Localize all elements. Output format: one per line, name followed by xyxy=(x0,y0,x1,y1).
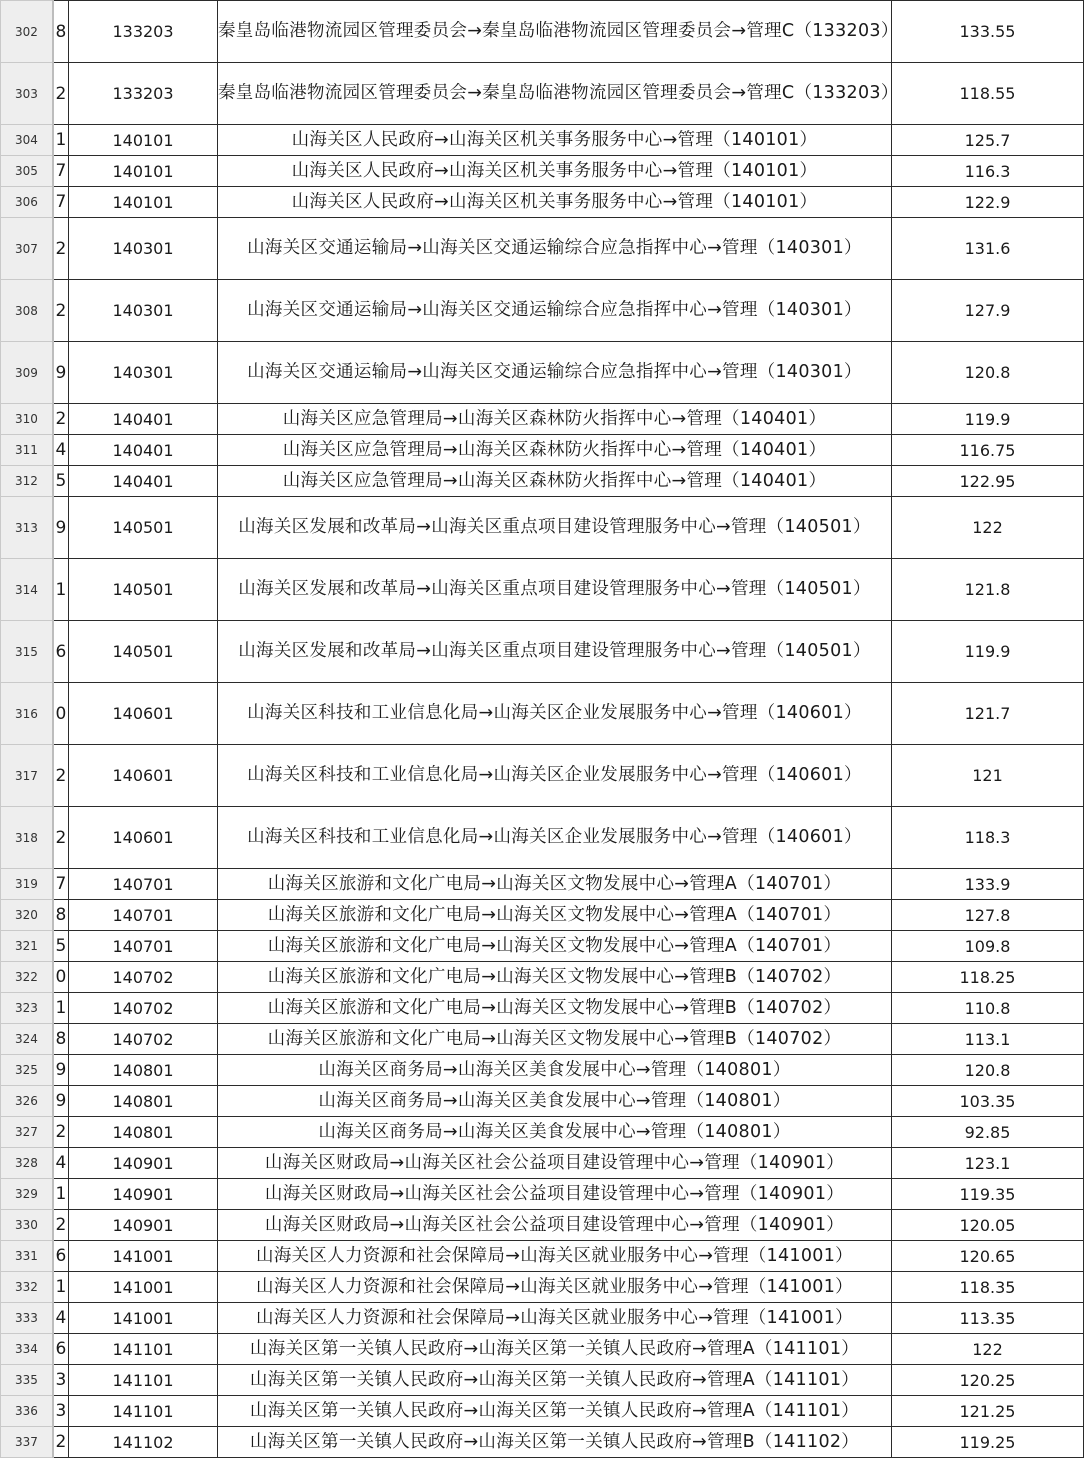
score-cell[interactable]: 120.8 xyxy=(892,1055,1084,1086)
position-code-cell[interactable]: 140801 xyxy=(69,1086,218,1117)
position-name-cell[interactable]: 山海关区应急管理局→山海关区森林防火指挥中心→管理（140401） xyxy=(218,435,892,466)
row-number[interactable]: 305 xyxy=(1,156,53,187)
digit-cell[interactable]: 9 xyxy=(53,1055,69,1086)
row-number[interactable]: 309 xyxy=(1,342,53,404)
digit-cell[interactable]: 6 xyxy=(53,1334,69,1365)
score-cell[interactable]: 113.1 xyxy=(892,1024,1084,1055)
position-code-cell[interactable]: 133203 xyxy=(69,63,218,125)
position-name-cell[interactable]: 山海关区第一关镇人民政府→山海关区第一关镇人民政府→管理A（141101） xyxy=(218,1396,892,1427)
row-number[interactable]: 332 xyxy=(1,1272,53,1303)
score-cell[interactable]: 122 xyxy=(892,1334,1084,1365)
row-number[interactable]: 337 xyxy=(1,1427,53,1458)
table-row[interactable] xyxy=(1,1210,1084,1241)
table-row[interactable] xyxy=(1,931,1084,962)
score-cell[interactable]: 119.25 xyxy=(892,1427,1084,1458)
position-name-cell[interactable]: 山海关区发展和改革局→山海关区重点项目建设管理服务中心→管理（140501） xyxy=(218,497,892,559)
position-code-cell[interactable]: 140601 xyxy=(69,745,218,807)
digit-cell[interactable]: 4 xyxy=(53,435,69,466)
position-name-cell[interactable]: 山海关区人力资源和社会保障局→山海关区就业服务中心→管理（141001） xyxy=(218,1303,892,1334)
position-code-cell[interactable]: 140701 xyxy=(69,900,218,931)
position-name-cell[interactable]: 山海关区商务局→山海关区美食发展中心→管理（140801） xyxy=(218,1055,892,1086)
position-name-cell[interactable]: 山海关区交通运输局→山海关区交通运输综合应急指挥中心→管理（140301） xyxy=(218,342,892,404)
position-name-cell[interactable]: 山海关区应急管理局→山海关区森林防火指挥中心→管理（140401） xyxy=(218,404,892,435)
position-name-cell[interactable]: 山海关区人民政府→山海关区机关事务服务中心→管理（140101） xyxy=(218,156,892,187)
digit-cell[interactable]: 5 xyxy=(53,931,69,962)
position-name-cell[interactable]: 秦皇岛临港物流园区管理委员会→秦皇岛临港物流园区管理委员会→管理C（133203） xyxy=(218,63,892,125)
row-number[interactable]: 328 xyxy=(1,1148,53,1179)
position-code-cell[interactable]: 140301 xyxy=(69,280,218,342)
score-cell[interactable]: 121.25 xyxy=(892,1396,1084,1427)
table-row[interactable] xyxy=(1,156,1084,187)
score-cell[interactable]: 133.9 xyxy=(892,869,1084,900)
row-number[interactable]: 318 xyxy=(1,807,53,869)
position-name-cell[interactable]: 山海关区旅游和文化广电局→山海关区文物发展中心→管理A（140701） xyxy=(218,869,892,900)
row-number[interactable]: 310 xyxy=(1,404,53,435)
score-cell[interactable]: 131.6 xyxy=(892,218,1084,280)
position-code-cell[interactable]: 140101 xyxy=(69,156,218,187)
table-row[interactable] xyxy=(1,1303,1084,1334)
position-name-cell[interactable]: 山海关区第一关镇人民政府→山海关区第一关镇人民政府→管理A（141101） xyxy=(218,1334,892,1365)
position-code-cell[interactable]: 141001 xyxy=(69,1272,218,1303)
digit-cell[interactable]: 2 xyxy=(53,745,69,807)
digit-cell[interactable]: 1 xyxy=(53,1272,69,1303)
table-row[interactable] xyxy=(1,621,1084,683)
table-row[interactable] xyxy=(1,1148,1084,1179)
table-body xyxy=(1,1,1084,1458)
table-row[interactable] xyxy=(1,187,1084,218)
position-code-cell[interactable]: 140801 xyxy=(69,1117,218,1148)
row-number[interactable]: 326 xyxy=(1,1086,53,1117)
row-number[interactable]: 302 xyxy=(1,1,53,63)
digit-cell[interactable]: 7 xyxy=(53,187,69,218)
digit-cell[interactable]: 3 xyxy=(53,1365,69,1396)
position-name-cell[interactable]: 山海关区发展和改革局→山海关区重点项目建设管理服务中心→管理（140501） xyxy=(218,621,892,683)
position-code-cell[interactable]: 140301 xyxy=(69,342,218,404)
position-name-cell[interactable]: 山海关区旅游和文化广电局→山海关区文物发展中心→管理A（140701） xyxy=(218,900,892,931)
position-code-cell[interactable]: 140601 xyxy=(69,683,218,745)
table-row[interactable] xyxy=(1,1241,1084,1272)
table-row[interactable] xyxy=(1,559,1084,621)
position-code-cell[interactable]: 141001 xyxy=(69,1241,218,1272)
position-name-cell[interactable]: 山海关区应急管理局→山海关区森林防火指挥中心→管理（140401） xyxy=(218,466,892,497)
row-number[interactable]: 306 xyxy=(1,187,53,218)
row-number[interactable]: 313 xyxy=(1,497,53,559)
digit-cell[interactable]: 1 xyxy=(53,125,69,156)
score-cell[interactable]: 122 xyxy=(892,497,1084,559)
digit-cell[interactable]: 9 xyxy=(53,342,69,404)
table-row[interactable] xyxy=(1,1117,1084,1148)
position-code-cell[interactable]: 140101 xyxy=(69,187,218,218)
position-code-cell[interactable]: 140401 xyxy=(69,435,218,466)
position-name-cell[interactable]: 山海关区交通运输局→山海关区交通运输综合应急指挥中心→管理（140301） xyxy=(218,280,892,342)
position-code-cell[interactable]: 140401 xyxy=(69,466,218,497)
digit-cell[interactable]: 2 xyxy=(53,807,69,869)
table-row[interactable] xyxy=(1,900,1084,931)
table-row[interactable] xyxy=(1,435,1084,466)
row-number[interactable]: 303 xyxy=(1,63,53,125)
table-row[interactable] xyxy=(1,218,1084,280)
digit-cell[interactable]: 2 xyxy=(53,280,69,342)
position-code-cell[interactable]: 140701 xyxy=(69,869,218,900)
digit-cell[interactable]: 5 xyxy=(53,466,69,497)
score-cell[interactable]: 122.9 xyxy=(892,187,1084,218)
table-row[interactable] xyxy=(1,1365,1084,1396)
position-name-cell[interactable]: 山海关区财政局→山海关区社会公益项目建设管理中心→管理（140901） xyxy=(218,1210,892,1241)
table-row[interactable] xyxy=(1,1396,1084,1427)
position-code-cell[interactable]: 140702 xyxy=(69,1024,218,1055)
score-cell[interactable]: 118.25 xyxy=(892,962,1084,993)
position-code-cell[interactable]: 141101 xyxy=(69,1334,218,1365)
score-cell[interactable]: 118.35 xyxy=(892,1272,1084,1303)
table-row[interactable] xyxy=(1,280,1084,342)
row-number[interactable]: 304 xyxy=(1,125,53,156)
digit-cell[interactable]: 8 xyxy=(53,900,69,931)
row-number[interactable]: 331 xyxy=(1,1241,53,1272)
position-name-cell[interactable]: 山海关区旅游和文化广电局→山海关区文物发展中心→管理A（140701） xyxy=(218,931,892,962)
position-name-cell[interactable]: 山海关区人力资源和社会保障局→山海关区就业服务中心→管理（141001） xyxy=(218,1241,892,1272)
score-cell[interactable]: 121.7 xyxy=(892,683,1084,745)
score-cell[interactable]: 119.9 xyxy=(892,621,1084,683)
table-row[interactable] xyxy=(1,1334,1084,1365)
score-cell[interactable]: 110.8 xyxy=(892,993,1084,1024)
position-name-cell[interactable]: 山海关区科技和工业信息化局→山海关区企业发展服务中心→管理（140601） xyxy=(218,745,892,807)
position-code-cell[interactable]: 140101 xyxy=(69,125,218,156)
table-row[interactable] xyxy=(1,1179,1084,1210)
position-name-cell[interactable]: 山海关区财政局→山海关区社会公益项目建设管理中心→管理（140901） xyxy=(218,1179,892,1210)
row-number[interactable]: 307 xyxy=(1,218,53,280)
position-code-cell[interactable]: 133203 xyxy=(69,1,218,63)
score-cell[interactable]: 122.95 xyxy=(892,466,1084,497)
digit-cell[interactable]: 2 xyxy=(53,1210,69,1241)
table-row[interactable] xyxy=(1,342,1084,404)
digit-cell[interactable]: 4 xyxy=(53,1303,69,1334)
digit-cell[interactable]: 1 xyxy=(53,559,69,621)
score-cell[interactable]: 109.8 xyxy=(892,931,1084,962)
score-cell[interactable]: 121 xyxy=(892,745,1084,807)
score-cell[interactable]: 118.55 xyxy=(892,63,1084,125)
position-name-cell[interactable]: 山海关区人力资源和社会保障局→山海关区就业服务中心→管理（141001） xyxy=(218,1272,892,1303)
position-code-cell[interactable]: 140401 xyxy=(69,404,218,435)
score-cell[interactable]: 103.35 xyxy=(892,1086,1084,1117)
row-number[interactable]: 333 xyxy=(1,1303,53,1334)
position-code-cell[interactable]: 140801 xyxy=(69,1055,218,1086)
position-code-cell[interactable]: 140501 xyxy=(69,621,218,683)
position-name-cell[interactable]: 山海关区商务局→山海关区美食发展中心→管理（140801） xyxy=(218,1086,892,1117)
position-code-cell[interactable]: 140901 xyxy=(69,1210,218,1241)
position-code-cell[interactable]: 141001 xyxy=(69,1303,218,1334)
score-cell[interactable]: 120.25 xyxy=(892,1365,1084,1396)
position-code-cell[interactable]: 140501 xyxy=(69,497,218,559)
table-row[interactable] xyxy=(1,807,1084,869)
table-row[interactable] xyxy=(1,1055,1084,1086)
position-code-cell[interactable]: 141101 xyxy=(69,1396,218,1427)
score-cell[interactable]: 119.35 xyxy=(892,1179,1084,1210)
position-code-cell[interactable]: 141102 xyxy=(69,1427,218,1458)
position-code-cell[interactable]: 140501 xyxy=(69,559,218,621)
row-number[interactable]: 329 xyxy=(1,1179,53,1210)
position-code-cell[interactable]: 140702 xyxy=(69,962,218,993)
score-cell[interactable]: 116.75 xyxy=(892,435,1084,466)
table-row[interactable] xyxy=(1,1086,1084,1117)
row-number[interactable]: 323 xyxy=(1,993,53,1024)
position-name-cell[interactable]: 山海关区人民政府→山海关区机关事务服务中心→管理（140101） xyxy=(218,187,892,218)
position-name-cell[interactable]: 山海关区交通运输局→山海关区交通运输综合应急指挥中心→管理（140301） xyxy=(218,218,892,280)
row-number[interactable]: 324 xyxy=(1,1024,53,1055)
row-number[interactable]: 312 xyxy=(1,466,53,497)
position-name-cell[interactable]: 山海关区第一关镇人民政府→山海关区第一关镇人民政府→管理A（141101） xyxy=(218,1365,892,1396)
table-row[interactable] xyxy=(1,1427,1084,1458)
row-number[interactable]: 325 xyxy=(1,1055,53,1086)
position-name-cell[interactable]: 山海关区第一关镇人民政府→山海关区第一关镇人民政府→管理B（141102） xyxy=(218,1427,892,1458)
table-row[interactable] xyxy=(1,404,1084,435)
digit-cell[interactable]: 7 xyxy=(53,156,69,187)
digit-cell[interactable]: 2 xyxy=(53,218,69,280)
table-row[interactable] xyxy=(1,993,1084,1024)
row-number[interactable]: 314 xyxy=(1,559,53,621)
position-name-cell[interactable]: 山海关区科技和工业信息化局→山海关区企业发展服务中心→管理（140601） xyxy=(218,683,892,745)
position-name-cell[interactable]: 山海关区发展和改革局→山海关区重点项目建设管理服务中心→管理（140501） xyxy=(218,559,892,621)
position-code-cell[interactable]: 140901 xyxy=(69,1148,218,1179)
digit-cell[interactable]: 2 xyxy=(53,1427,69,1458)
score-cell[interactable]: 120.65 xyxy=(892,1241,1084,1272)
position-name-cell[interactable]: 山海关区人民政府→山海关区机关事务服务中心→管理（140101） xyxy=(218,125,892,156)
digit-cell[interactable]: 2 xyxy=(53,63,69,125)
table-row[interactable] xyxy=(1,962,1084,993)
row-number[interactable]: 315 xyxy=(1,621,53,683)
digit-cell[interactable]: 9 xyxy=(53,1086,69,1117)
position-name-cell[interactable]: 山海关区旅游和文化广电局→山海关区文物发展中心→管理B（140702） xyxy=(218,1024,892,1055)
digit-cell[interactable]: 2 xyxy=(53,404,69,435)
position-name-cell[interactable]: 山海关区商务局→山海关区美食发展中心→管理（140801） xyxy=(218,1117,892,1148)
table-row[interactable] xyxy=(1,466,1084,497)
table-row[interactable] xyxy=(1,1,1084,63)
digit-cell[interactable]: 0 xyxy=(53,962,69,993)
position-name-cell[interactable]: 山海关区旅游和文化广电局→山海关区文物发展中心→管理B（140702） xyxy=(218,962,892,993)
position-name-cell[interactable]: 秦皇岛临港物流园区管理委员会→秦皇岛临港物流园区管理委员会→管理C（133203） xyxy=(218,1,892,63)
score-cell[interactable]: 127.8 xyxy=(892,900,1084,931)
digit-cell[interactable]: 7 xyxy=(53,869,69,900)
position-code-cell[interactable]: 141101 xyxy=(69,1365,218,1396)
row-number[interactable]: 322 xyxy=(1,962,53,993)
table-row[interactable] xyxy=(1,125,1084,156)
digit-cell[interactable]: 2 xyxy=(53,1117,69,1148)
score-cell[interactable]: 119.9 xyxy=(892,404,1084,435)
table-row[interactable] xyxy=(1,1272,1084,1303)
position-code-cell[interactable]: 140702 xyxy=(69,993,218,1024)
row-number[interactable]: 311 xyxy=(1,435,53,466)
position-name-cell[interactable]: 山海关区财政局→山海关区社会公益项目建设管理中心→管理（140901） xyxy=(218,1148,892,1179)
score-cell[interactable]: 121.8 xyxy=(892,559,1084,621)
table-row[interactable] xyxy=(1,1024,1084,1055)
table-row[interactable] xyxy=(1,63,1084,125)
digit-cell[interactable]: 8 xyxy=(53,1,69,63)
position-code-cell[interactable]: 140701 xyxy=(69,931,218,962)
row-number[interactable]: 330 xyxy=(1,1210,53,1241)
row-number[interactable]: 334 xyxy=(1,1334,53,1365)
digit-cell[interactable]: 6 xyxy=(53,1241,69,1272)
row-number[interactable]: 320 xyxy=(1,900,53,931)
score-cell[interactable]: 113.35 xyxy=(892,1303,1084,1334)
position-name-cell[interactable]: 山海关区科技和工业信息化局→山海关区企业发展服务中心→管理（140601） xyxy=(218,807,892,869)
table-row[interactable] xyxy=(1,745,1084,807)
digit-cell[interactable]: 1 xyxy=(53,1179,69,1210)
table-row[interactable] xyxy=(1,683,1084,745)
score-cell[interactable]: 127.9 xyxy=(892,280,1084,342)
digit-cell[interactable]: 6 xyxy=(53,621,69,683)
digit-cell[interactable]: 3 xyxy=(53,1396,69,1427)
position-name-cell[interactable]: 山海关区旅游和文化广电局→山海关区文物发展中心→管理B（140702） xyxy=(218,993,892,1024)
row-number[interactable]: 316 xyxy=(1,683,53,745)
score-cell[interactable]: 116.3 xyxy=(892,156,1084,187)
row-number[interactable]: 308 xyxy=(1,280,53,342)
digit-cell[interactable]: 1 xyxy=(53,993,69,1024)
score-cell[interactable]: 133.55 xyxy=(892,1,1084,63)
row-number[interactable]: 317 xyxy=(1,745,53,807)
table-row[interactable] xyxy=(1,869,1084,900)
score-cell[interactable]: 118.3 xyxy=(892,807,1084,869)
position-code-cell[interactable]: 140901 xyxy=(69,1179,218,1210)
score-cell[interactable]: 120.8 xyxy=(892,342,1084,404)
digit-cell[interactable]: 8 xyxy=(53,1024,69,1055)
row-number[interactable]: 321 xyxy=(1,931,53,962)
digit-cell[interactable]: 9 xyxy=(53,497,69,559)
score-cell[interactable]: 123.1 xyxy=(892,1148,1084,1179)
position-code-cell[interactable]: 140301 xyxy=(69,218,218,280)
row-number[interactable]: 319 xyxy=(1,869,53,900)
row-number[interactable]: 336 xyxy=(1,1396,53,1427)
score-cell[interactable]: 92.85 xyxy=(892,1117,1084,1148)
score-cell[interactable]: 125.7 xyxy=(892,125,1084,156)
row-number[interactable]: 327 xyxy=(1,1117,53,1148)
digit-cell[interactable]: 4 xyxy=(53,1148,69,1179)
row-number[interactable]: 335 xyxy=(1,1365,53,1396)
score-cell[interactable]: 120.05 xyxy=(892,1210,1084,1241)
digit-cell[interactable]: 0 xyxy=(53,683,69,745)
table-row[interactable] xyxy=(1,497,1084,559)
position-code-cell[interactable]: 140601 xyxy=(69,807,218,869)
